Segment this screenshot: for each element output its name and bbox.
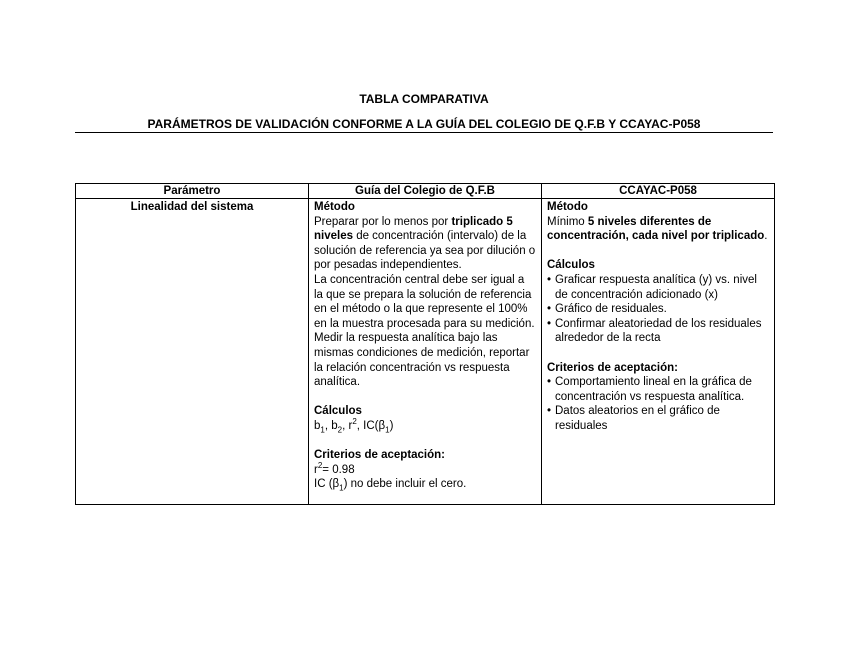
ccayac-cell — [542, 199, 775, 505]
list-item: • Graficar respuesta analítica (y) vs. nivel de concentración adicionado (x) — [547, 273, 769, 302]
title-divider — [75, 132, 773, 133]
guia-p1-a: Preparar por lo menos por — [314, 215, 452, 228]
guia-p1-b: triplicado 5 niveles — [314, 215, 513, 243]
calc-sup: 2 — [352, 417, 357, 427]
calc-b: b — [314, 419, 321, 432]
guia-calculos-formula — [314, 419, 536, 434]
ccayac-criterios-heading: Criterios de aceptación: — [547, 361, 679, 374]
guia-metodo-p2: La concentración central debe ser igual a la que se prepara la solución de referencia en el método o la que represente el 100% en la muestra procesada para su medición. — [314, 273, 535, 330]
comparison-table — [75, 183, 775, 505]
crit1-r: r — [314, 463, 318, 476]
ccayac-metodo-b: 5 niveles diferentes de concentración, cada nivel por triplicado — [547, 215, 765, 243]
ccayac-metodo-text — [547, 215, 769, 244]
ccayac-criterios-list — [547, 375, 769, 433]
list-item: • Comportamiento lineal en la gráfica de concentración vs respuesta analítica. — [547, 375, 769, 404]
crit2-a: IC (β — [314, 478, 340, 491]
spacer — [314, 434, 536, 449]
guia-cell — [309, 199, 542, 505]
document-title: TABLA COMPARATIVA — [359, 92, 489, 106]
calc-sep1: , b — [324, 419, 338, 432]
ccayac-calculos-list — [547, 273, 769, 346]
guia-metodo-p3: Medir la respuesta analítica bajo las mismas condiciones de medición, reportar la relación concentración vs respuesta analítica. — [314, 332, 530, 389]
calc-close: ) — [389, 419, 394, 432]
calc-sep2: , r — [342, 419, 353, 432]
guia-metodo-heading: Método — [314, 201, 355, 213]
header-ccayac: CCAYAC-P058 — [542, 184, 775, 199]
ccayac-calculos-heading: Cálculos — [547, 259, 595, 272]
spacer — [547, 244, 769, 259]
calc-sub1: 1 — [320, 425, 325, 435]
list-item: • Gráfico de residuales. — [547, 302, 769, 317]
crit1-val: = 0.98 — [322, 463, 355, 476]
crit2-b: ) no debe incluir el cero. — [343, 478, 467, 491]
guia-criterios-heading: Criterios de aceptación: — [314, 449, 446, 462]
calc-ic: , IC(β — [356, 419, 386, 432]
crit1-sup: 2 — [317, 460, 323, 470]
guia-metodo-p1 — [314, 215, 536, 273]
calc-sub2: 2 — [337, 425, 343, 435]
crit2-sub: 1 — [339, 483, 344, 493]
list-item: • Confirmar aleatoriedad de los residuales alrededor de la recta — [547, 317, 769, 346]
spacer — [314, 390, 536, 405]
list-item: • Datos aleatorios en el gráfico de residuales — [547, 404, 769, 433]
calc-sub3: 1 — [385, 425, 390, 435]
guia-criterio-ic — [314, 477, 536, 492]
guia-p1-c: de concentración (intervalo) de la solución de referencia ya sea por dilución o por pesadas independientes. — [314, 230, 536, 272]
guia-criterio-r2 — [314, 460, 536, 478]
table-header-row — [76, 184, 775, 199]
ccayac-metodo-c: . — [764, 230, 768, 243]
spacer — [547, 346, 769, 361]
guia-calculos-heading: Cálculos — [314, 405, 362, 418]
header-parametro: Parámetro — [76, 184, 309, 199]
ccayac-metodo-heading: Método — [547, 201, 588, 213]
document-subtitle: PARÁMETROS DE VALIDACIÓN CONFORME A LA GUÍA DEL COLEGIO DE Q.F.B Y CCAYAC-P058 — [147, 117, 701, 131]
header-guia: Guía del Colegio de Q.F.B — [309, 184, 542, 199]
ccayac-metodo-a: Mínimo — [547, 215, 588, 228]
parameter-cell: Linealidad del sistema — [76, 199, 309, 505]
table-row — [76, 199, 775, 505]
